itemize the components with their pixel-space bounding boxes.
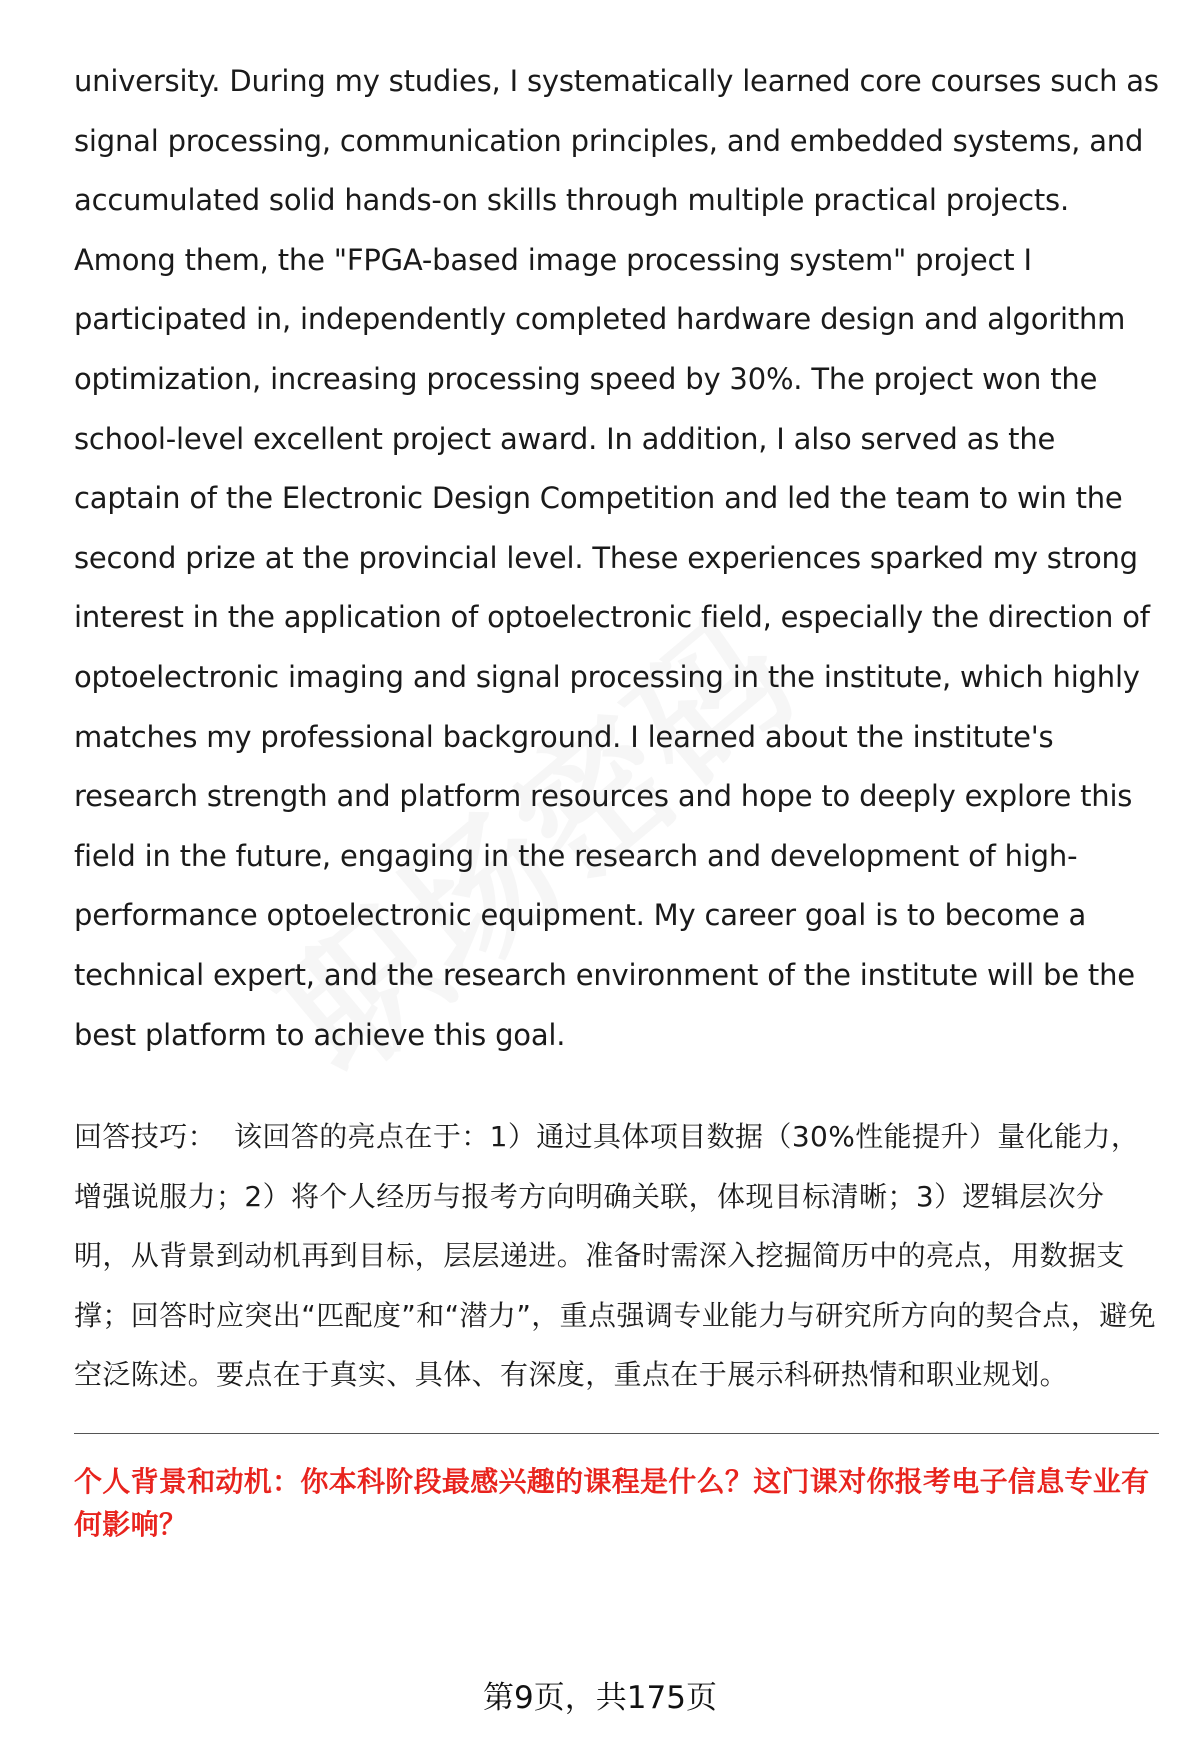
tips-label: 回答技巧：	[74, 1120, 217, 1154]
next-question-heading: 个人背景和动机：你本科阶段最感兴趣的课程是什么？这门课对你报考电子信息专业有何影响？	[74, 1464, 1150, 1541]
section-divider	[74, 1433, 1159, 1434]
answer-tips-paragraph	[74, 1107, 1159, 1405]
document-page	[74, 52, 1159, 1546]
page-number-footer: 第9页，共175页	[483, 1680, 717, 1716]
answer-paragraph: university. During my studies, I systematically learned core courses such as signal processing, communication principles, and embedded systems, and accumulated solid hands-on skills through multiple practical projects. Among them, the "FPGA-based image processing system" project I participated in, independently completed hardware design and algorithm optimization, increasing processing speed by 30%. The project won the school-level excellent project award. In addition, I also served as the captain of the Electronic Design Competition and led the team to win the second prize at the provincial level. These experiences sparked my strong interest in the application of optoelectronic field, especially the direction of optoelectronic imaging and signal processing in the institute, which highly matches my professional background. I learned about the institute's research strength and platform resources and hope to deeply explore this field in the future, engaging in the research and development of high-performance optoelectronic equipment. My career goal is to become a technical expert, and the research environment of the institute will be the best platform to achieve this goal.	[74, 64, 1159, 1052]
tips-text: 该回答的亮点在于：1）通过具体项目数据（30%性能提升）量化能力，增强说服力；2）将个人经历与报考方向明确关联，体现目标清晰；3）逻辑层次分明，从背景到动机再到目标，层层递进。准备时需深入挖掘简历中的亮点，用数据支撑；回答时应突出“匹配度”和“潜力”，重点强调专业能力与研究所方向的契合点，避免空泛陈述。要点在于真实、具体、有深度，重点在于展示科研热情和职业规划。	[74, 1120, 1157, 1392]
